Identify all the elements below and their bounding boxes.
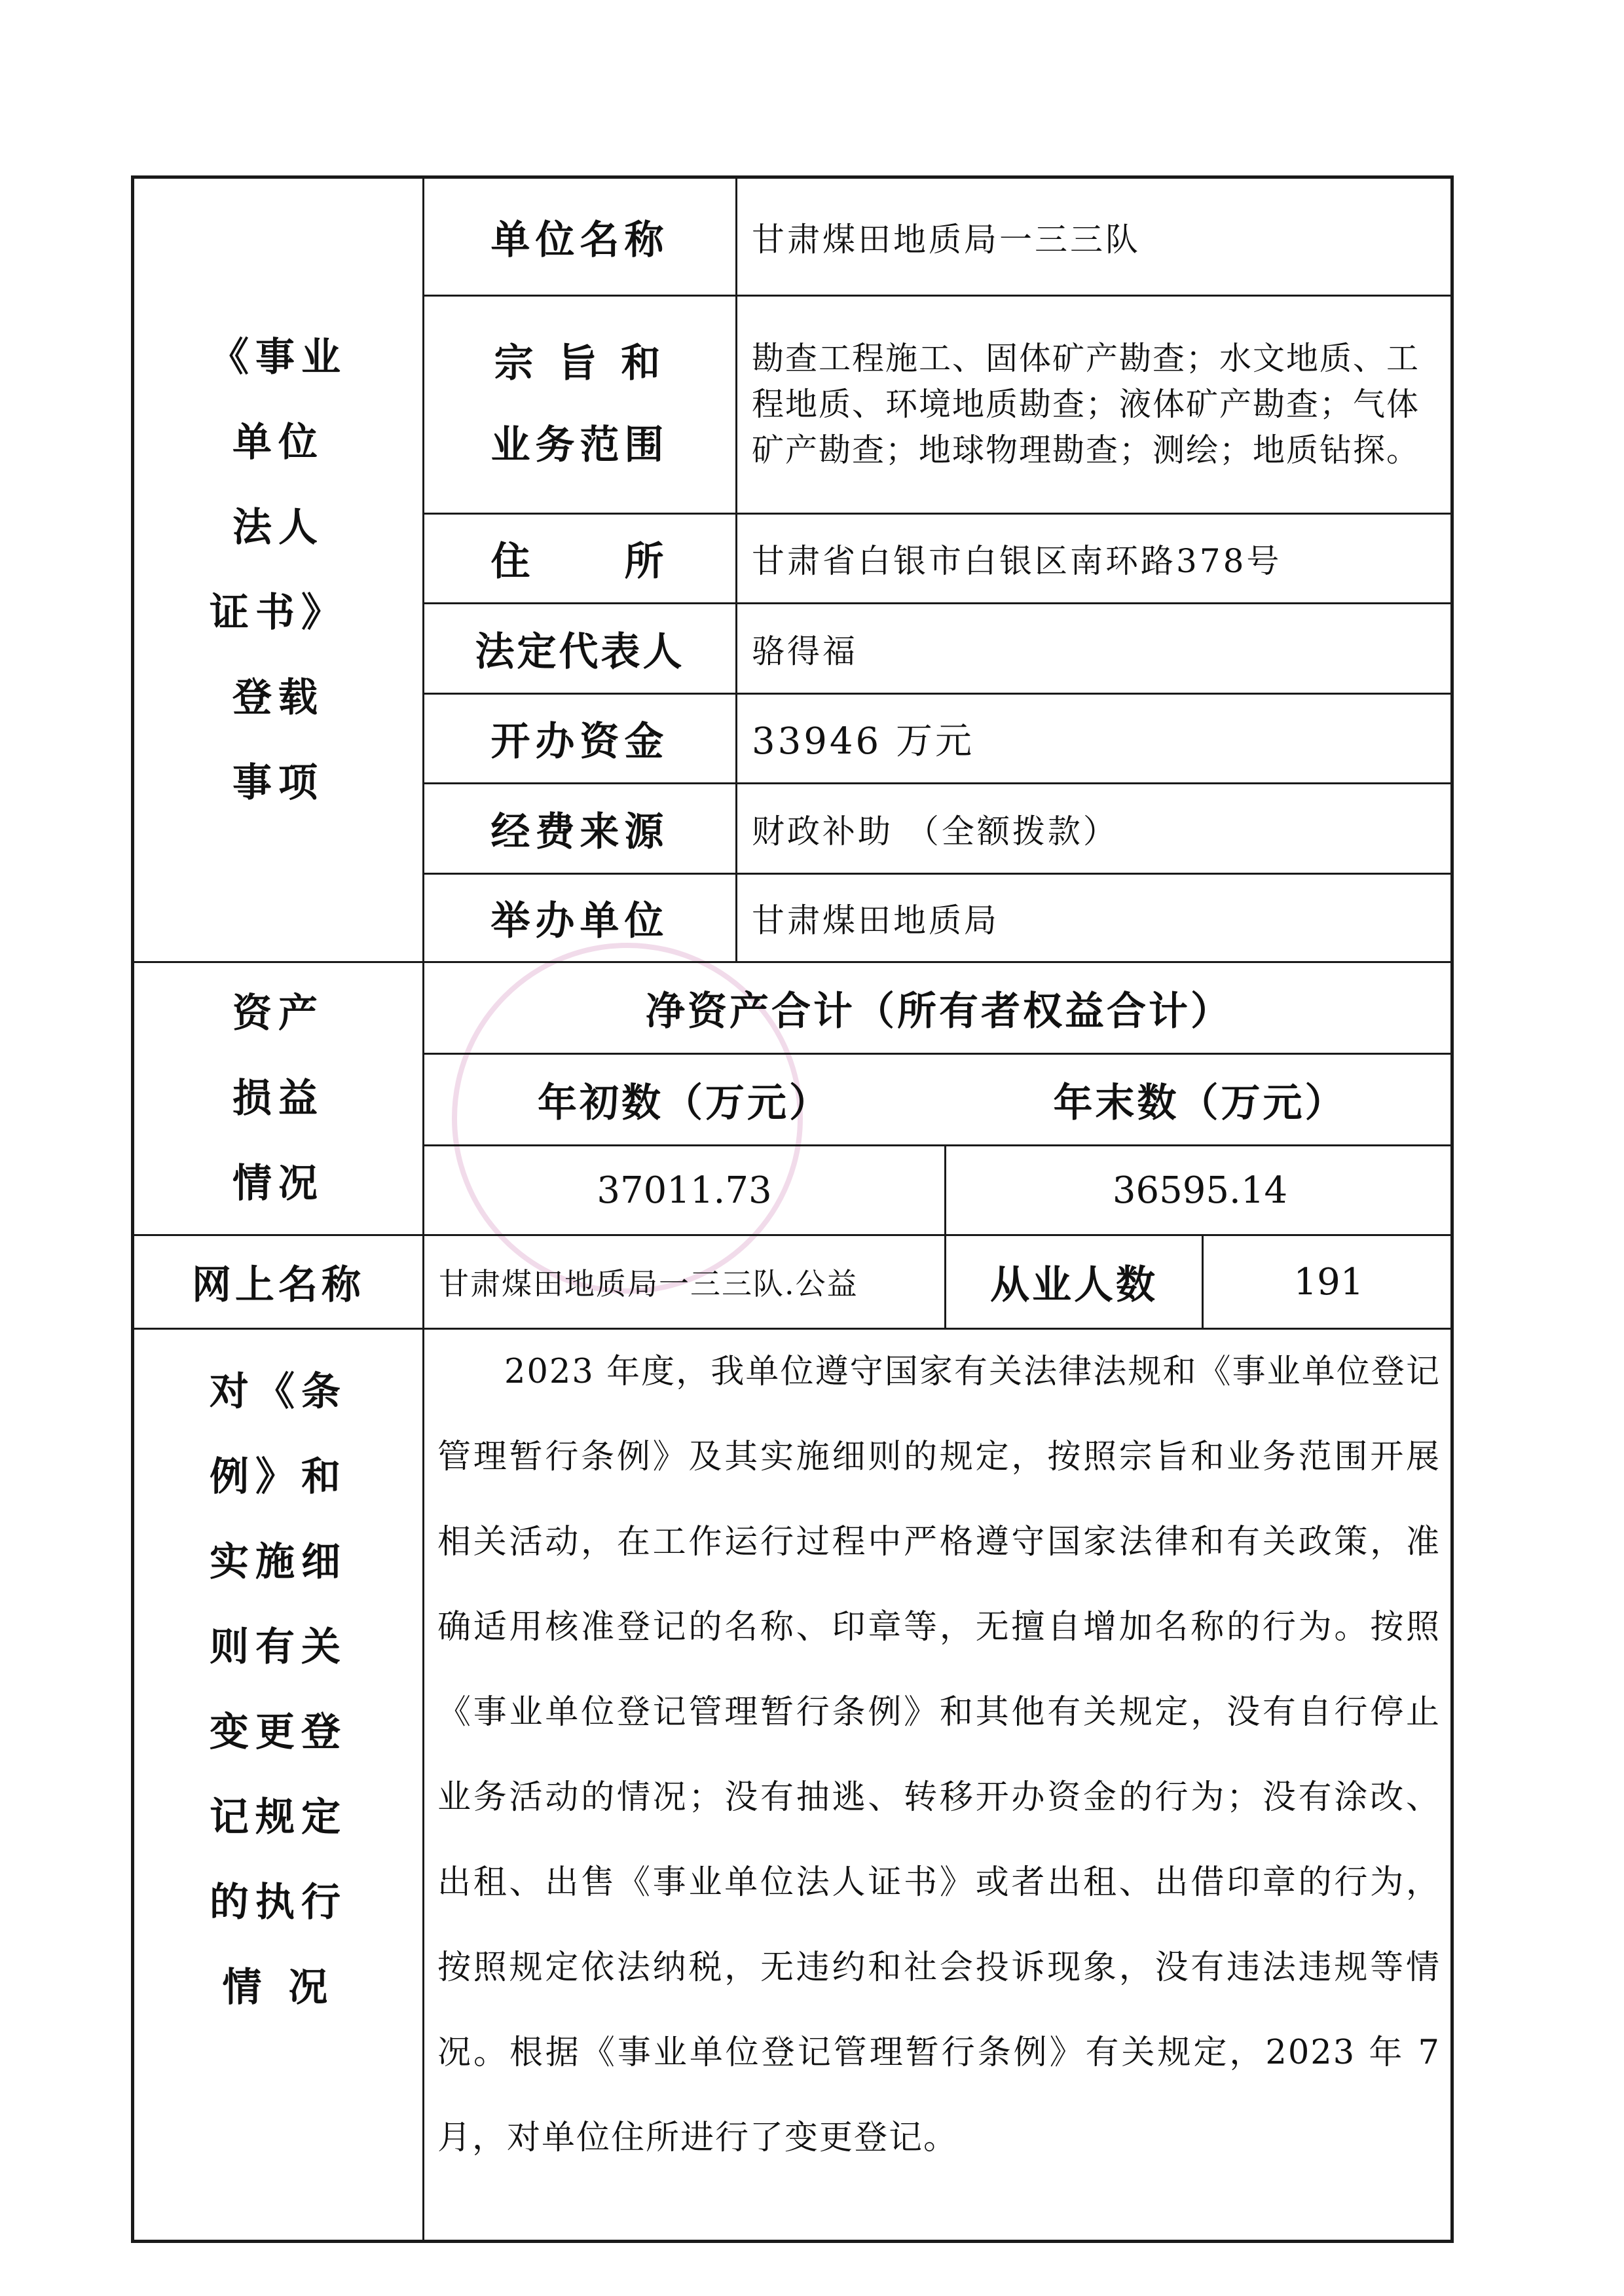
label-line: 事项 (232, 759, 324, 806)
label-line: 情 况 (222, 1965, 335, 2011)
registered-capital-value: 33946 万元 (752, 720, 974, 763)
registered-capital-label: 开办资金 (490, 719, 669, 765)
label-line: 损益 (232, 1076, 324, 1121)
compliance-section-label (134, 1330, 422, 2240)
year-start-header: 年初数（万元） (538, 1080, 831, 1126)
label-line: 资产 (232, 991, 324, 1036)
business-scope-value: 勘查工程施工、固体矿产勘查；水文地质、工程地质、环境地质勘查；液体矿产勘查；气体矿产勘查；地球物理勘查；测绘；地质钻探。 (752, 340, 1420, 469)
business-scope-label (424, 297, 735, 513)
label-line: 宗 旨 和 (494, 340, 666, 386)
label-line: 对《条 (210, 1369, 347, 1415)
address-label: 住 所 (490, 539, 669, 585)
legal-representative-value: 骆得福 (752, 632, 858, 670)
net-assets-header: 净资产合计（所有者权益合计） (646, 988, 1232, 1034)
label-line: 例》和 (210, 1454, 347, 1500)
unit-name-value: 甘肃煤田地质局一三三队 (752, 220, 1141, 259)
staff-count-value: 191 (1293, 1260, 1364, 1303)
funding-source-label: 经费来源 (490, 809, 669, 855)
label-line: 单位 (232, 419, 324, 465)
label-line: 法人 (232, 504, 324, 551)
unit-name-label: 单位名称 (490, 217, 669, 263)
address-value: 甘肃省白银市白银区南环路378号 (752, 542, 1282, 580)
label-line: 《事业 (210, 334, 347, 380)
compliance-statement: 2023 年度，我单位遵守国家有关法律法规和《事业单位登记管理暂行条例》及其实施细则的规定，按照宗旨和业务范围开展相关活动，在工作运行过程中严格遵守国家法律和有关政策，准确适用核准登记的名称、印章等，无擅自增加名称的行为。按照《事业单位登记管理暂行条例》和其他有关规定，没有自行停止业务活动的情况；没有抽逃、转移开办资金的行为；没有涂改、出租、出售《事业单位法人证书》或者出租、出借印章的行为，按照规定依法纳税，无违约和社会投诉现象，没有违法违规等情况。根据《事业单位登记管理暂行条例》有关规定，2023 年 7 月，对单位住所进行了变更登记。 (437, 1353, 1441, 2157)
label-line: 变更登 (210, 1709, 347, 1755)
year-end-value: 36595.14 (1112, 1169, 1288, 1212)
sponsor-unit-value: 甘肃煤田地质局 (752, 902, 999, 939)
year-start-value: 37011.73 (597, 1169, 772, 1212)
staff-count-label: 从业人数 (990, 1262, 1158, 1308)
annual-report-table (131, 175, 1454, 2243)
year-end-header: 年末数（万元） (1053, 1080, 1347, 1126)
label-line: 则有关 (210, 1624, 347, 1670)
label-line: 登载 (232, 674, 324, 721)
label-line: 证书》 (210, 589, 347, 636)
funding-source-value: 财政补助 （全额拨款） (752, 812, 1118, 850)
label-line: 情况 (232, 1161, 324, 1207)
registration-section-label (134, 179, 422, 961)
label-line: 记规定 (210, 1795, 347, 1840)
label-line: 的执行 (210, 1880, 347, 1925)
label-line: 实施细 (210, 1539, 347, 1585)
sponsor-unit-label: 举办单位 (490, 898, 669, 944)
online-name-label: 网上名称 (192, 1262, 365, 1308)
online-name-value: 甘肃煤田地质局一三三队.公益 (439, 1266, 858, 1302)
legal-representative-label: 法定代表人 (475, 629, 685, 675)
label-line: 业务范围 (490, 422, 669, 468)
assets-section-label (134, 963, 422, 1234)
